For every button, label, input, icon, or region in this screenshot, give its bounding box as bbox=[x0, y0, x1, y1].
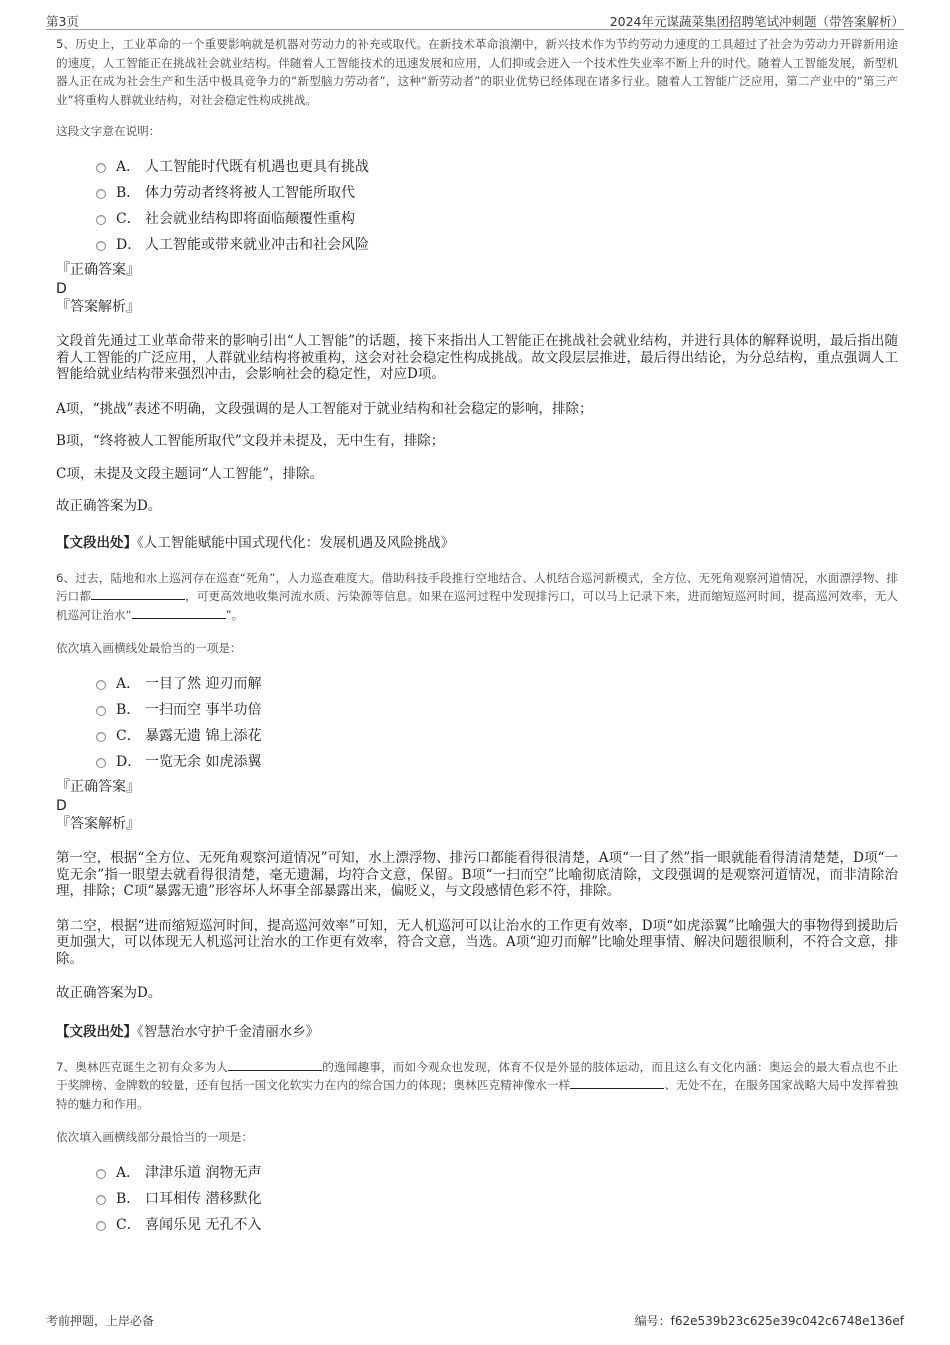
option-c[interactable] bbox=[96, 722, 898, 748]
page-number: 第3页 bbox=[46, 14, 79, 29]
option-text: 一览无余 如虎添翼 bbox=[145, 754, 262, 770]
question-6 bbox=[56, 569, 898, 1040]
option-list bbox=[96, 670, 898, 774]
option-b[interactable] bbox=[96, 179, 898, 205]
option-letter: C． bbox=[116, 728, 141, 744]
question-text-part: 、无处不在，在服务国家战略大局中发挥着独特的魅力和作用。 bbox=[56, 1078, 898, 1111]
question-text: 5、历史上，工业革命的一个重要影响就是机器对劳动力的补充或取代。在新技术革命浪潮中，新兴技术作为节约劳动力速度的工具超过了社会为劳动力开辟新用途的速度，人工智能正在挑战社会就业结构。伴随着人工智能技术的迅速发展和应用，人们抑或会进入一个技术性失业率不断上升的时代。随着人工智能发展，新型机器人正在成为社会生产和生活中极具竞争力的“新型脑力劳动者”，这种“新劳动者”的职业优势已经体现在诸多行业。随着人工智能广泛应用，第二产业中的“第三产业”将重构人群就业结构，对社会稳定性构成挑战。 bbox=[56, 37, 898, 107]
option-a[interactable] bbox=[96, 1159, 898, 1185]
question-prompt: 这段文字意在说明： bbox=[56, 124, 161, 138]
option-text: 人工智能或带来就业冲击和社会风险 bbox=[145, 237, 369, 253]
option-d[interactable] bbox=[96, 748, 898, 774]
fill-blank bbox=[132, 607, 226, 619]
analysis-paragraph: 故正确答案为D。 bbox=[56, 985, 162, 1001]
fill-blank bbox=[570, 1077, 664, 1089]
source-line bbox=[56, 1020, 898, 1040]
source-title: 《人工智能赋能中国式现代化：发展机遇及风险挑战》 bbox=[137, 534, 455, 551]
option-text: 口耳相传 潜移默化 bbox=[145, 1191, 262, 1207]
question-text-part: ，可更高效地收集河流水质、污染源等信息。如果在巡河过程中发现排污口，可以马上记录下来，进而缩短巡河时间，提高巡河效率，无人机巡河让治水“ bbox=[56, 589, 898, 622]
analysis-paragraph: 第一空，根据“全方位、无死角观察河道情况”可知，水上漂浮物、排污口都能看得很清楚，A项“一目了然”指一眼就能看得清清楚楚，D项“一览无余”指一眼望去就看得很清楚，毫无遗漏，均符合文意，保留。B项“一扫而空”比喻彻底清除，文段强调的是观察河道情况，而非清除治理，排除；C项“暴露无遗”形容坏人坏事全部暴露出来，偏贬义，与文段感情色彩不符，排除。 bbox=[56, 850, 898, 899]
document-id: 编号：f62e539b23c625e39c042c6748e136ef bbox=[634, 1314, 904, 1328]
option-letter: B． bbox=[116, 702, 141, 718]
source-label: 【文段出处】 bbox=[56, 534, 137, 551]
question-text-part: 的逸闻趣事，而如今观众也发现，体育不仅是外显的肢体运动，而且这么有文化内涵：奥运会的最大看点也不止于奖牌榜、金牌数的较量，还有包括一国文化软实力在内的综合国力的体现；奥林匹克精神像水一样 bbox=[56, 1059, 898, 1092]
fill-blank bbox=[91, 588, 185, 600]
analysis-paragraph: 故正确答案为D。 bbox=[56, 498, 162, 514]
radio-icon[interactable] bbox=[96, 732, 106, 742]
analysis-paragraph: A项，“挑战”表述不明确，文段强调的是人工智能对于就业结构和社会稳定的影响，排除； bbox=[56, 400, 593, 417]
radio-icon[interactable] bbox=[96, 241, 106, 251]
option-letter: D． bbox=[116, 237, 142, 253]
document-title: 2024年元谋蔬菜集团招聘笔试冲刺题（带答案解析） bbox=[609, 14, 904, 29]
radio-icon[interactable] bbox=[96, 758, 106, 768]
analysis-paragraph: B项，“终将被人工智能所取代”文段并未提及，无中生有，排除； bbox=[56, 433, 445, 449]
option-text: 一扫而空 事半功倍 bbox=[145, 702, 262, 718]
source-line bbox=[56, 531, 898, 551]
analysis-paragraph: C项，未提及文段主题词“人工智能”，排除。 bbox=[56, 465, 324, 482]
analysis-paragraph: 文段首先通过工业革命带来的影响引出“人工智能”的话题，接下来指出人工智能正在挑战社会就业结构，并进行具体的解释说明，最后指出随着人工智能的广泛应用，人群就业结构将被重构，这会对社会稳定性构成挑战。故文段层层推进，最后得出结论，为分总结构，重点强调人工智能给就业结构带来强烈冲击，会影响社会的稳定性，对应D项。 bbox=[56, 333, 898, 382]
answer-label: 『正确答案』 bbox=[56, 779, 140, 795]
answer-value: D bbox=[56, 798, 67, 814]
option-text: 体力劳动者终将被人工智能所取代 bbox=[145, 185, 355, 201]
question-prompt: 依次填入画横线处最恰当的一项是： bbox=[56, 641, 242, 655]
document-body bbox=[56, 37, 898, 1237]
option-text: 津津乐道 润物无声 bbox=[145, 1165, 262, 1181]
option-list bbox=[96, 153, 898, 257]
source-label: 【文段出处】 bbox=[56, 1023, 137, 1040]
option-c[interactable] bbox=[96, 1211, 898, 1237]
option-c[interactable] bbox=[96, 205, 898, 231]
option-text: 暴露无遗 锦上添花 bbox=[145, 728, 262, 744]
option-a[interactable] bbox=[96, 670, 898, 696]
fill-blank bbox=[228, 1059, 322, 1071]
radio-icon[interactable] bbox=[96, 1195, 106, 1205]
option-letter: A． bbox=[116, 1165, 141, 1181]
answer-label: 『正确答案』 bbox=[56, 262, 140, 278]
question-prompt: 依次填入画横线部分最恰当的一项是： bbox=[56, 1130, 254, 1144]
option-letter: C． bbox=[116, 1217, 141, 1233]
option-letter: C． bbox=[116, 211, 141, 227]
option-list bbox=[96, 1159, 898, 1237]
radio-icon[interactable] bbox=[96, 189, 106, 199]
option-b[interactable] bbox=[96, 696, 898, 722]
radio-icon[interactable] bbox=[96, 680, 106, 690]
radio-icon[interactable] bbox=[96, 706, 106, 716]
question-text bbox=[56, 569, 898, 625]
option-text: 一目了然 迎刃而解 bbox=[145, 676, 262, 692]
footer-slogan: 考前押题，上岸必备 bbox=[46, 1314, 155, 1328]
analysis-label: 『答案解析』 bbox=[56, 816, 140, 832]
question-5 bbox=[56, 35, 898, 551]
radio-icon[interactable] bbox=[96, 1169, 106, 1179]
option-text: 社会就业结构即将面临颠覆性重构 bbox=[145, 211, 355, 227]
question-text-part: ”。 bbox=[225, 607, 244, 622]
option-letter: A． bbox=[116, 159, 141, 175]
option-text: 人工智能时代既有机遇也更具有挑战 bbox=[145, 159, 369, 175]
analysis-paragraph: 第二空，根据“进而缩短巡河时间，提高巡河效率”可知，无人机巡河可以让治水的工作更有效率，D项“如虎添翼”比喻强大的事物得到援助后更加强大，可以体现无人机巡河让治水的工作更有效率，符合文意，当选。A项“迎刃而解”比喻处理事情、解决问题很顺利，不符合文意，排除。 bbox=[56, 917, 898, 967]
answer-value: D bbox=[56, 281, 67, 297]
option-letter: A． bbox=[116, 676, 141, 692]
option-letter: D． bbox=[116, 754, 142, 770]
option-text: 喜闻乐见 无孔不入 bbox=[145, 1217, 262, 1233]
radio-icon[interactable] bbox=[96, 215, 106, 225]
radio-icon[interactable] bbox=[96, 1221, 106, 1231]
analysis-label: 『答案解析』 bbox=[56, 299, 140, 315]
question-text-part: 7、奥林匹克诞生之初有众多为人 bbox=[56, 1059, 229, 1074]
question-text bbox=[56, 1058, 898, 1114]
question-text-part: 6、过去，陆地和水上巡河存在巡查“死角”，人力巡查难度大。借助科技手段推行空地结合、人机结合巡河新模式，全方位、无死角观察河道情况，水面漂浮物、排污口都 bbox=[56, 570, 898, 603]
option-letter: B． bbox=[116, 1191, 141, 1207]
page-header bbox=[46, 8, 904, 30]
option-d[interactable] bbox=[96, 231, 898, 257]
radio-icon[interactable] bbox=[96, 163, 106, 173]
option-a[interactable] bbox=[96, 153, 898, 179]
source-title: 《智慧治水守护千金清丽水乡》 bbox=[137, 1023, 320, 1040]
option-b[interactable] bbox=[96, 1185, 898, 1211]
question-7 bbox=[56, 1058, 898, 1238]
option-letter: B． bbox=[116, 185, 141, 201]
